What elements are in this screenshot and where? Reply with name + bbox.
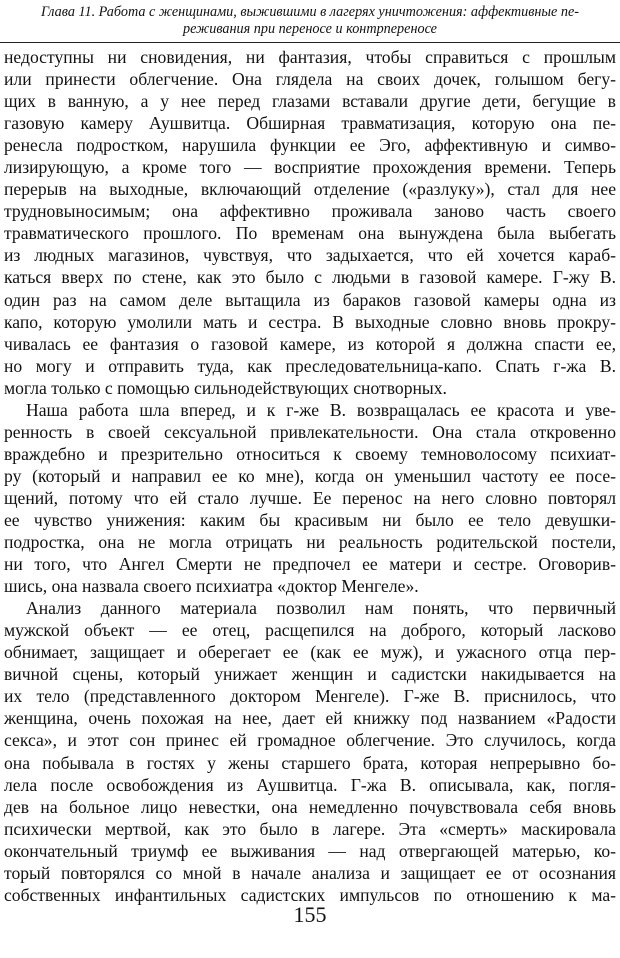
- paragraph-end-line: шись, она назвала своего психиатра «доктор Менгеле».: [4, 576, 419, 597]
- paragraph-end-line: могла только с помощью сильнодействующих снотворных.: [4, 377, 447, 398]
- running-header-line-1: Глава 11. Работа с женщинами, выжившими в лагерях уничтожения: аффективные пе-: [40, 4, 579, 20]
- text-line: женщина, очень похожая на нее, дает ей книжку под названием «Радости: [4, 708, 616, 729]
- paragraph-first-line: Наша работа шла вперед, и к г-же В. возвращалась ее красота и уве-: [26, 399, 616, 420]
- text-line: перерыв на выходные, включающий отделение («разлуку»), стал для нее: [4, 179, 616, 200]
- text-line: щих в ванную, а у нее перед глазами вставали другие дети, бегущие в: [4, 91, 616, 112]
- text-line: лизирующую, а кроме того — восприятие прохождения времени. Теперь: [4, 157, 616, 178]
- page-number: 155: [293, 902, 327, 927]
- text-line: дев на больное лицо невестки, она немедленно почувствовала себя вновь: [4, 796, 616, 817]
- text-line: газовую камеру Аушвитца. Обширная травматизация, которую она пе-: [4, 113, 616, 134]
- text-line: но могу и отправить туда, как преследовательница-капо. Спать г-жа В.: [4, 355, 616, 376]
- text-line: мужской объект — ее отец, расщепился на доброго, который ласково: [4, 620, 616, 641]
- text-line: или принести облегчение. Она глядела на своих дочек, голышом бегу-: [4, 69, 616, 90]
- running-header-line-2: реживания при переносе и контрпереносе: [183, 21, 437, 37]
- text-line: подростка, она не могла отрицать ни реальность родительской постели,: [4, 532, 616, 553]
- header-rule: [0, 42, 620, 43]
- body-text: [4, 46, 616, 906]
- text-line: окончательный триумф ее выживания — над отвергающей матерью, ко-: [4, 840, 616, 861]
- text-line: каться вверх по стене, как это было с людьми в газовой камере. Г-жу В.: [4, 267, 616, 288]
- text-line: чивалась ее фантазия о газовой камере, из которой я должна спасти ее,: [4, 333, 616, 354]
- text-line: психически мертвой, как это было в лагере. Эта «смерть» маскировала: [4, 818, 616, 839]
- text-line: их тело (представленного доктором Менгеле). Г-же В. приснилось, что: [4, 686, 616, 707]
- text-line: капо, которую умолили мать и сестра. В выходные словно вновь прокру-: [4, 311, 616, 332]
- text-line: лела после освобождения из Аушвитца. Г-жа В. описывала, как, погля-: [4, 774, 616, 795]
- text-line: щений, потому что ей стало лучше. Ее перенос на него словно повторял: [4, 487, 616, 508]
- text-line: враждебно и презрительно относиться к своему темноволосому психиат-: [4, 443, 616, 464]
- text-line: собственных инфантильных садистских импульсов по отношению к ма-: [4, 884, 616, 905]
- text-line: ни того, что Ангел Смерти не предпочел ее матери и сестре. Оговорив-: [4, 554, 616, 575]
- text-line: один раз на самом деле вытащила из бараков газовой камеры одна из: [4, 289, 616, 310]
- text-line: ру (который и направил ее ко мне), когда он уменьшил частоту ее посе-: [4, 465, 616, 486]
- text-line: из людных магазинов, чувствуя, что задыхается, что ей хочется караб-: [4, 245, 616, 266]
- text-line: обнимает, защищает и оберегает ее (как ее муж), и ужасного отца пер-: [4, 642, 616, 663]
- text-line: травматического прошлого. По временам она вынуждена была выбегать: [4, 223, 616, 244]
- text-line: ее чувство унижения: каким бы красивым ни было ее тело девушки-: [4, 509, 616, 530]
- running-header: [0, 4, 620, 38]
- text-line: ренность в своей сексуальной привлекательности. Она стала откровенно: [4, 421, 616, 442]
- text-line: торый повторялся со мной в начале анализа и защищает ее от осознания: [4, 862, 616, 883]
- text-line: недоступны ни сновидения, ни фантазия, чтобы справиться с прошлым: [4, 47, 616, 67]
- text-line: трудновыносимым; она аффективно проживала заново часть своего: [4, 201, 616, 222]
- paragraph-first-line: Анализ данного материала позволил нам понять, что первичный: [26, 598, 616, 619]
- text-line: вичной сцены, который унижает женщин и садистски накидывается на: [4, 664, 616, 685]
- text-line: ренесла подростком, нарушила функции ее Эго, аффективную и симво-: [4, 135, 616, 156]
- text-line: секса», и этот сон принес ей громадное облегчение. Это случилось, когда: [4, 730, 616, 751]
- text-line: она побывала в гостях у жены старшего брата, которая непрерывно бо-: [4, 752, 616, 773]
